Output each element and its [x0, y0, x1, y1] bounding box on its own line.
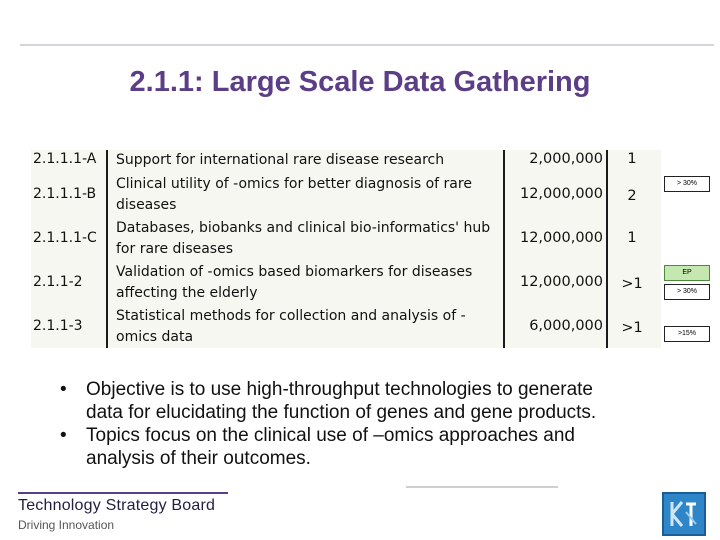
row-ratio: >1 [621, 276, 643, 292]
row-amount: 12,000,000 [519, 186, 603, 202]
footer-divider [406, 486, 558, 488]
row-amount: 12,000,000 [519, 274, 603, 290]
top-divider [20, 44, 714, 46]
table-row [31, 218, 661, 260]
row-code: 2.1.1.1-B [33, 186, 97, 202]
row-description: Validation of -omics based biomarkers for diseases affecting the elderly [116, 264, 473, 301]
bullet-list [56, 378, 676, 470]
row-ratio: 2 [627, 188, 637, 204]
row-code: 2.1.1.1-A [33, 151, 97, 167]
row-description: Databases, biobanks and clinical bio-informatics' hub for rare diseases [116, 220, 491, 257]
bullet-marker: • [60, 379, 67, 400]
row-code: 2.1.1-3 [33, 318, 83, 334]
row-code: 2.1.1-2 [33, 274, 83, 290]
bullet-marker: • [60, 425, 67, 446]
brand-tagline: Driving Innovation [18, 518, 115, 532]
brand-underline [18, 492, 228, 494]
percentage-badge: >15% [664, 326, 710, 342]
bullet-item: • Topics focus on the clinical use of –omics approaches and analysis of their outcomes. [60, 425, 575, 469]
percentage-badge: > 30% [664, 176, 710, 192]
table-row [31, 174, 661, 216]
row-ratio: >1 [621, 320, 643, 336]
bullet-item: • Objective is to use high-throughput technologies to generate data for elucidating the function of genes and gene products. [60, 379, 597, 423]
brand-block [18, 497, 215, 532]
brand-name: Technology Strategy Board [18, 497, 216, 514]
row-ratio: 1 [627, 151, 637, 167]
row-amount: 2,000,000 [529, 151, 603, 167]
row-code: 2.1.1.1-C [33, 230, 97, 246]
row-ratio: 1 [627, 230, 637, 246]
funding-table [31, 150, 661, 348]
slide-title: 2.1.1: Large Scale Data Gathering [129, 66, 591, 98]
ktn-logo-icon [662, 492, 706, 536]
percentage-badge: > 30% [664, 284, 710, 300]
row-description: Statistical methods for collection and analysis of - omics data [116, 308, 466, 345]
row-amount: 6,000,000 [529, 318, 603, 334]
row-description: Clinical utility of -omics for better diagnosis of rare diseases [116, 176, 472, 213]
row-description: Support for international rare disease research [116, 152, 445, 168]
table-row [31, 150, 661, 172]
table-row [31, 262, 661, 304]
row-amount: 12,000,000 [519, 230, 603, 246]
table-row [31, 306, 661, 348]
ep-badge: EP [664, 265, 710, 281]
